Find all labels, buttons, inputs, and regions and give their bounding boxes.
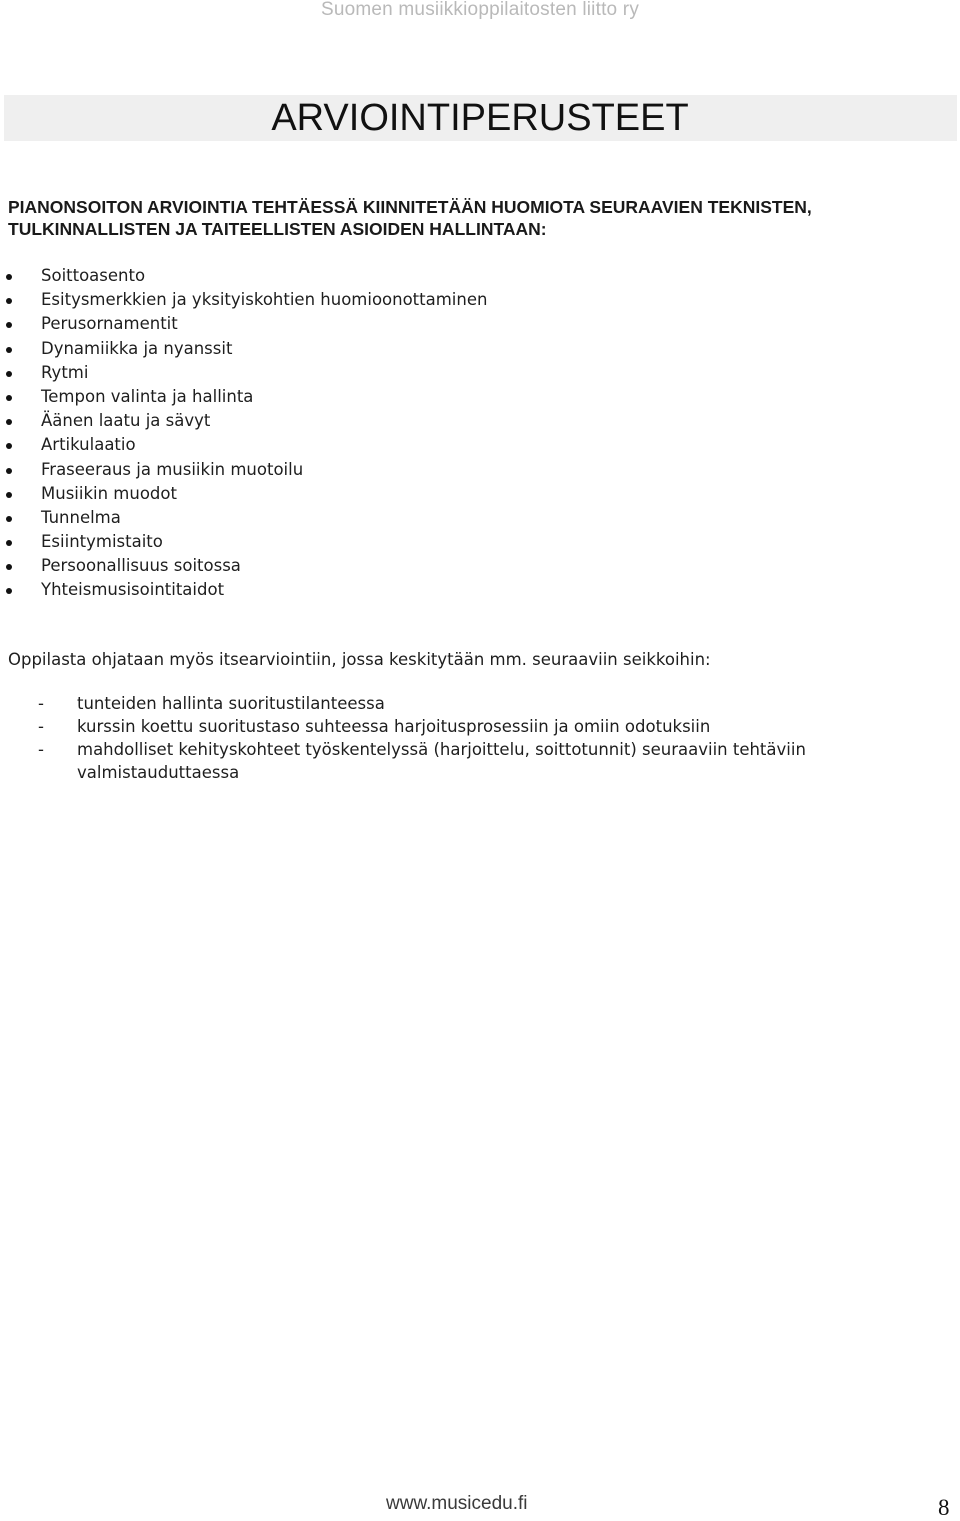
criteria-item-label: Musiikin muodot bbox=[41, 483, 177, 503]
organization-header: Suomen musiikkioppilaitosten liitto ry bbox=[320, 0, 640, 20]
self-assessment-list bbox=[0, 692, 940, 784]
lead-heading-line-2: TULKINNALLISTEN JA TAITEELLISTEN ASIOIDEN HALLINTAAN: bbox=[8, 219, 547, 239]
criteria-item bbox=[0, 312, 940, 336]
criteria-item bbox=[0, 530, 940, 554]
criteria-item-label: Artikulaatio bbox=[41, 435, 136, 455]
footer-url: www.musicedu.fi bbox=[386, 1493, 528, 1514]
bullet-icon bbox=[6, 540, 12, 546]
criteria-item bbox=[0, 458, 940, 482]
self-assessment-intro: Oppilasta ohjataan myös itsearviointiin, jossa keskitytään mm. seuraaviin seikkoihin: bbox=[8, 650, 711, 669]
criteria-item-label: Persoonallisuus soitossa bbox=[41, 556, 241, 576]
self-assessment-item bbox=[0, 715, 940, 738]
criteria-item bbox=[0, 578, 940, 602]
page-title: ARVIOINTIPERUSTEET bbox=[271, 97, 689, 139]
bullet-icon bbox=[6, 588, 12, 594]
criteria-item-label: Äänen laatu ja sävyt bbox=[41, 411, 211, 431]
criteria-item-label: Tunnelma bbox=[41, 507, 121, 527]
bullet-icon bbox=[6, 443, 12, 449]
page-number: 8 bbox=[938, 1495, 950, 1520]
criteria-item-label: Esiintymistaito bbox=[41, 532, 163, 552]
criteria-item bbox=[0, 337, 940, 361]
criteria-item-label: Tempon valinta ja hallinta bbox=[41, 386, 254, 406]
bullet-icon bbox=[6, 419, 12, 425]
criteria-list bbox=[0, 264, 940, 603]
criteria-item-label: Soittoasento bbox=[41, 266, 146, 285]
bullet-icon bbox=[6, 274, 12, 280]
criteria-item bbox=[0, 482, 940, 506]
criteria-item-label: Perusornamentit bbox=[41, 314, 178, 334]
self-assessment-item-label: kurssin koettu suoritustaso suhteessa harjoitusprosessiin ja omiin odotuksiin bbox=[77, 717, 711, 736]
criteria-item-label: Yhteismusisointitaidot bbox=[41, 580, 225, 600]
bullet-icon bbox=[6, 347, 12, 353]
self-assessment-item-label: mahdolliset kehityskohteet työskentelyssä (harjoittelu, soittotunnit) seuraaviin tehtäviin valmistauduttaessa bbox=[77, 740, 806, 782]
criteria-item bbox=[0, 288, 940, 312]
criteria-item bbox=[0, 554, 940, 578]
bullet-icon bbox=[6, 564, 12, 570]
dash-marker: - bbox=[38, 717, 44, 736]
bullet-icon bbox=[6, 492, 12, 498]
bullet-icon bbox=[6, 322, 12, 328]
bullet-icon bbox=[6, 395, 12, 401]
criteria-item bbox=[0, 385, 940, 409]
self-assessment-item bbox=[0, 692, 940, 715]
criteria-item bbox=[0, 264, 940, 288]
criteria-item bbox=[0, 433, 940, 457]
lead-heading bbox=[8, 196, 948, 240]
lead-heading-line-1: PIANONSOITON ARVIOINTIA TEHTÄESSÄ KIINNITETÄÄN HUOMIOTA SEURAAVIEN TEKNISTEN, bbox=[8, 197, 812, 217]
bullet-icon bbox=[6, 516, 12, 522]
dash-marker: - bbox=[38, 694, 44, 713]
criteria-item-label: Fraseeraus ja musiikin muotoilu bbox=[41, 459, 304, 479]
bullet-icon bbox=[6, 298, 12, 304]
dash-marker: - bbox=[38, 740, 44, 759]
criteria-item-label: Rytmi bbox=[41, 362, 89, 382]
criteria-item-label: Dynamiikka ja nyanssit bbox=[41, 338, 233, 358]
bullet-icon bbox=[6, 468, 12, 474]
self-assessment-item-label: tunteiden hallinta suoritustilanteessa bbox=[77, 694, 385, 713]
criteria-item bbox=[0, 361, 940, 385]
bullet-icon bbox=[6, 371, 12, 377]
self-assessment-item bbox=[0, 738, 940, 784]
criteria-item bbox=[0, 506, 940, 530]
criteria-item-label: Esitysmerkkien ja yksityiskohtien huomioonottaminen bbox=[41, 290, 488, 310]
criteria-item bbox=[0, 409, 940, 433]
